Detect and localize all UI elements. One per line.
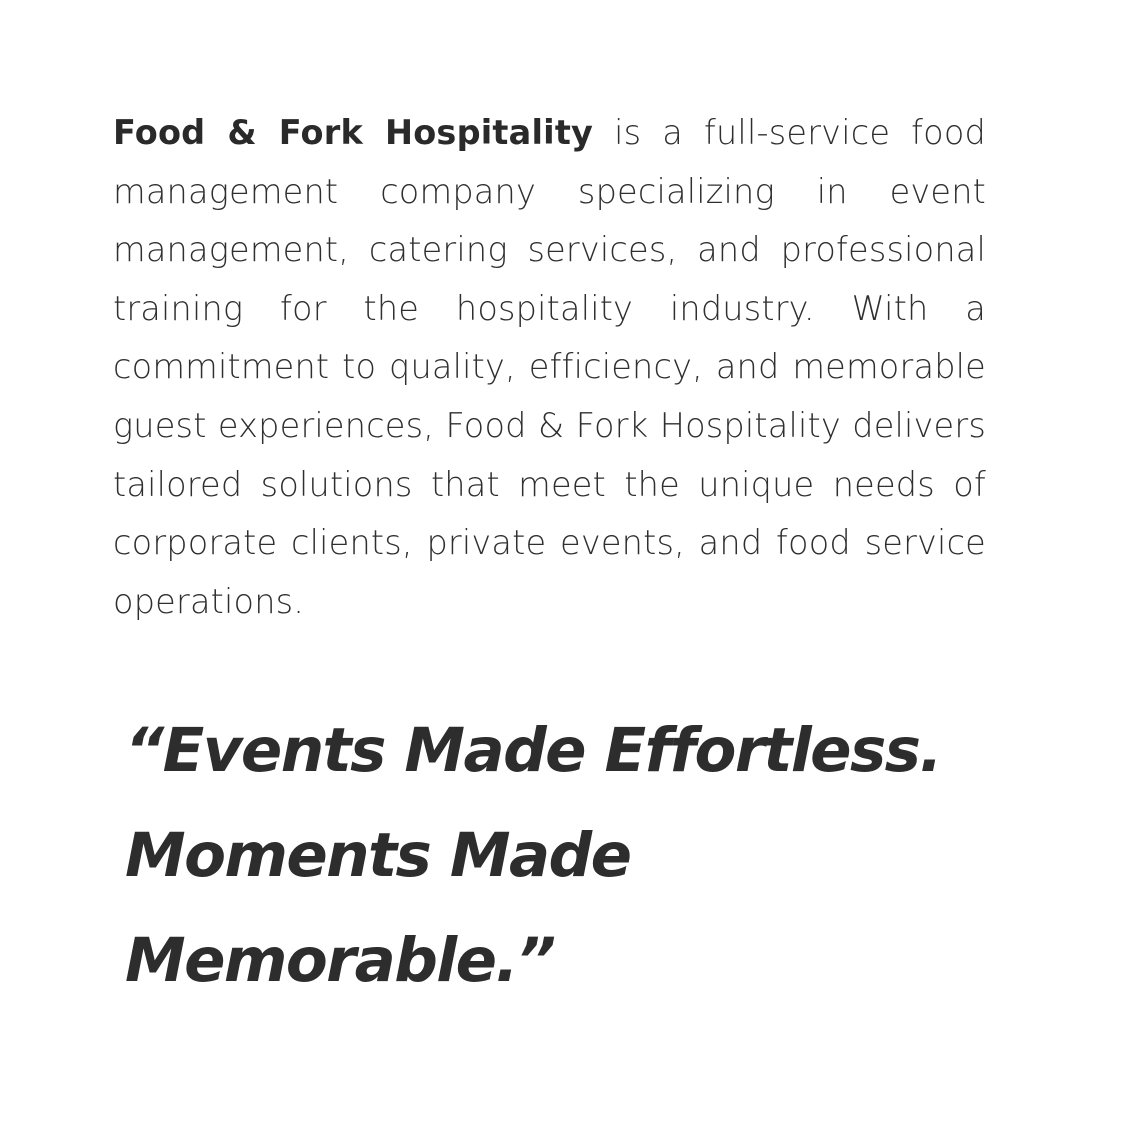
intro-paragraph (113, 104, 986, 631)
tagline-line-2: Moments Made (125, 820, 631, 891)
intro-text: is a full-service food management company specializing in event management, catering services, and professional training for the hospitality industry. With a commitment to quality, efficiency, and memorable guest experiences, Food & Fork Hospitality delivers tailored solutions that meet the unique needs of corporate clients, private events, and food service operations. (113, 113, 986, 621)
content-area (113, 104, 986, 631)
company-name: Food & Fork Hospitality (113, 113, 594, 152)
tagline-line-1: “Events Made Effortless. (125, 715, 941, 786)
tagline-line-3: Memorable.” (125, 925, 555, 996)
tagline (125, 698, 1065, 1013)
